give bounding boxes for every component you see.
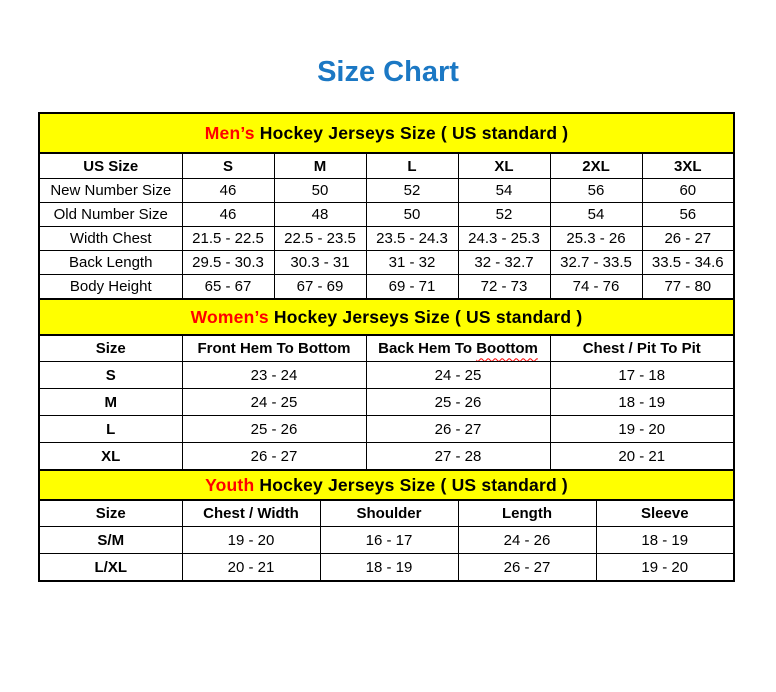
data-cell: 24.3 - 25.3 bbox=[458, 227, 550, 251]
data-cell: 26 - 27 bbox=[642, 227, 734, 251]
data-cell: 19 - 20 bbox=[550, 416, 734, 443]
row-label: Width Chest bbox=[39, 227, 182, 251]
data-cell: 25.3 - 26 bbox=[550, 227, 642, 251]
row-label: Back Length bbox=[39, 251, 182, 275]
data-cell: 24 - 25 bbox=[366, 362, 550, 389]
header-cell: L bbox=[366, 153, 458, 179]
data-cell: 19 - 20 bbox=[596, 554, 734, 582]
data-cell: 23 - 24 bbox=[182, 362, 366, 389]
data-cell: 48 bbox=[274, 203, 366, 227]
data-cell: 77 - 80 bbox=[642, 275, 734, 300]
womens-header-row bbox=[39, 335, 734, 362]
header-cell: Chest / Width bbox=[182, 500, 320, 527]
data-cell: 19 - 20 bbox=[182, 527, 320, 554]
data-cell: 50 bbox=[274, 179, 366, 203]
table-row bbox=[39, 362, 734, 389]
header-cell: Size bbox=[39, 335, 182, 362]
data-cell: 56 bbox=[550, 179, 642, 203]
data-cell: 18 - 19 bbox=[320, 554, 458, 582]
data-cell: 46 bbox=[182, 179, 274, 203]
size-tables bbox=[38, 112, 733, 582]
data-cell: 52 bbox=[458, 203, 550, 227]
data-cell: 72 - 73 bbox=[458, 275, 550, 300]
data-cell: 50 bbox=[366, 203, 458, 227]
data-cell: 60 bbox=[642, 179, 734, 203]
data-cell: 54 bbox=[458, 179, 550, 203]
womens-band-row bbox=[39, 299, 734, 335]
youth-band-row bbox=[39, 470, 734, 500]
data-cell: 24 - 26 bbox=[458, 527, 596, 554]
data-cell: 29.5 - 30.3 bbox=[182, 251, 274, 275]
data-cell: 46 bbox=[182, 203, 274, 227]
data-cell: 26 - 27 bbox=[182, 443, 366, 471]
data-cell: 31 - 32 bbox=[366, 251, 458, 275]
row-label: Body Height bbox=[39, 275, 182, 300]
table-row bbox=[39, 443, 734, 471]
table-row bbox=[39, 251, 734, 275]
row-label: S/M bbox=[39, 527, 182, 554]
youth-band-title: Youth Hockey Jerseys Size ( US standard ) bbox=[39, 470, 734, 500]
row-label: S bbox=[39, 362, 182, 389]
misspelled-word: Boottom bbox=[476, 340, 538, 358]
table-row bbox=[39, 527, 734, 554]
header-cell: M bbox=[274, 153, 366, 179]
data-cell: 22.5 - 23.5 bbox=[274, 227, 366, 251]
header-cell: 3XL bbox=[642, 153, 734, 179]
data-cell: 24 - 25 bbox=[182, 389, 366, 416]
data-cell: 27 - 28 bbox=[366, 443, 550, 471]
header-cell: S bbox=[182, 153, 274, 179]
table-row bbox=[39, 179, 734, 203]
mens-band-row bbox=[39, 113, 734, 153]
data-cell: 33.5 - 34.6 bbox=[642, 251, 734, 275]
band-highlight: Men’s bbox=[204, 122, 255, 143]
mens-size-table bbox=[38, 112, 735, 300]
header-cell: Shoulder bbox=[320, 500, 458, 527]
data-cell: 21.5 - 22.5 bbox=[182, 227, 274, 251]
header-cell: Length bbox=[458, 500, 596, 527]
page-title: Size Chart bbox=[317, 56, 459, 88]
header-cell: 2XL bbox=[550, 153, 642, 179]
data-cell: 26 - 27 bbox=[458, 554, 596, 582]
row-label: Old Number Size bbox=[39, 203, 182, 227]
data-cell: 26 - 27 bbox=[366, 416, 550, 443]
mens-band-title: Men’s Hockey Jerseys Size ( US standard ) bbox=[39, 113, 734, 153]
data-cell: 67 - 69 bbox=[274, 275, 366, 300]
table-row bbox=[39, 227, 734, 251]
data-cell: 23.5 - 24.3 bbox=[366, 227, 458, 251]
mens-header-row bbox=[39, 153, 734, 179]
data-cell: 52 bbox=[366, 179, 458, 203]
row-label: L/XL bbox=[39, 554, 182, 582]
data-cell: 32.7 - 33.5 bbox=[550, 251, 642, 275]
data-cell: 17 - 18 bbox=[550, 362, 734, 389]
data-cell: 32 - 32.7 bbox=[458, 251, 550, 275]
data-cell: 25 - 26 bbox=[366, 389, 550, 416]
data-cell: 20 - 21 bbox=[182, 554, 320, 582]
data-cell: 30.3 - 31 bbox=[274, 251, 366, 275]
header-cell: US Size bbox=[39, 153, 182, 179]
data-cell: 54 bbox=[550, 203, 642, 227]
row-label: L bbox=[39, 416, 182, 443]
header-cell: Sleeve bbox=[596, 500, 734, 527]
youth-size-table bbox=[38, 469, 735, 582]
header-cell: XL bbox=[458, 153, 550, 179]
womens-size-table bbox=[38, 298, 735, 471]
data-cell: 69 - 71 bbox=[366, 275, 458, 300]
data-cell: 20 - 21 bbox=[550, 443, 734, 471]
data-cell: 56 bbox=[642, 203, 734, 227]
data-cell: 65 - 67 bbox=[182, 275, 274, 300]
table-row bbox=[39, 275, 734, 300]
band-highlight: Youth bbox=[205, 474, 255, 495]
table-row bbox=[39, 389, 734, 416]
data-cell: 18 - 19 bbox=[550, 389, 734, 416]
table-row bbox=[39, 416, 734, 443]
band-highlight: Women’s bbox=[190, 306, 269, 327]
table-row bbox=[39, 554, 734, 582]
womens-band-title: Women’s Hockey Jerseys Size ( US standard ) bbox=[39, 299, 734, 335]
header-cell: Size bbox=[39, 500, 182, 527]
data-cell: 74 - 76 bbox=[550, 275, 642, 300]
row-label: XL bbox=[39, 443, 182, 471]
row-label: M bbox=[39, 389, 182, 416]
header-cell: Chest / Pit To Pit bbox=[550, 335, 734, 362]
row-label: New Number Size bbox=[39, 179, 182, 203]
data-cell: 25 - 26 bbox=[182, 416, 366, 443]
data-cell: 16 - 17 bbox=[320, 527, 458, 554]
data-cell: 18 - 19 bbox=[596, 527, 734, 554]
table-row bbox=[39, 203, 734, 227]
header-cell: Front Hem To Bottom bbox=[182, 335, 366, 362]
header-cell: Back Hem To Boottom bbox=[366, 335, 550, 362]
youth-header-row bbox=[39, 500, 734, 527]
